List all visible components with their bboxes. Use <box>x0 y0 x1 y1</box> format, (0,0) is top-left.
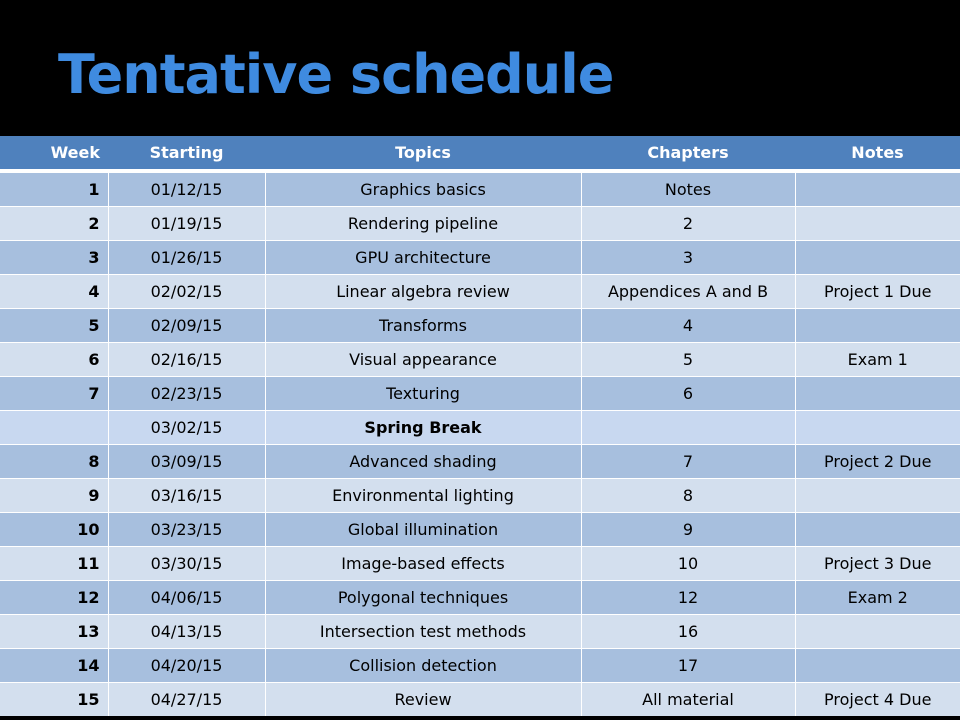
schedule-table <box>0 136 960 716</box>
cell-topic: Linear algebra review <box>265 275 581 309</box>
cell-week: 6 <box>0 343 108 377</box>
cell-chapters: Notes <box>581 171 795 207</box>
cell-topic: Intersection test methods <box>265 615 581 649</box>
table-row <box>0 207 960 241</box>
table-row <box>0 411 960 445</box>
cell-topic: Advanced shading <box>265 445 581 479</box>
cell-week: 2 <box>0 207 108 241</box>
cell-starting: 01/12/15 <box>108 171 265 207</box>
cell-week: 15 <box>0 683 108 717</box>
table-row <box>0 241 960 275</box>
cell-chapters: 3 <box>581 241 795 275</box>
cell-week: 13 <box>0 615 108 649</box>
slide-title: Tentative schedule <box>58 43 614 106</box>
cell-week: 4 <box>0 275 108 309</box>
cell-week: 7 <box>0 377 108 411</box>
cell-topic: Collision detection <box>265 649 581 683</box>
cell-notes <box>795 171 960 207</box>
cell-topic: Spring Break <box>265 411 581 445</box>
table-row <box>0 581 960 615</box>
cell-notes <box>795 649 960 683</box>
cell-starting: 01/19/15 <box>108 207 265 241</box>
cell-notes: Project 4 Due <box>795 683 960 717</box>
cell-week: 5 <box>0 309 108 343</box>
cell-notes <box>795 411 960 445</box>
cell-starting: 02/09/15 <box>108 309 265 343</box>
cell-starting: 03/16/15 <box>108 479 265 513</box>
cell-chapters: 6 <box>581 377 795 411</box>
cell-chapters: 2 <box>581 207 795 241</box>
cell-topic: Visual appearance <box>265 343 581 377</box>
cell-chapters: 16 <box>581 615 795 649</box>
cell-week <box>0 411 108 445</box>
cell-week: 3 <box>0 241 108 275</box>
cell-notes: Project 1 Due <box>795 275 960 309</box>
cell-topic: Rendering pipeline <box>265 207 581 241</box>
table-row <box>0 479 960 513</box>
cell-starting: 03/02/15 <box>108 411 265 445</box>
cell-chapters: 8 <box>581 479 795 513</box>
cell-topic: GPU architecture <box>265 241 581 275</box>
table-row <box>0 445 960 479</box>
cell-starting: 01/26/15 <box>108 241 265 275</box>
header-week: Week <box>0 136 108 171</box>
cell-notes <box>795 241 960 275</box>
table-row <box>0 547 960 581</box>
cell-starting: 04/13/15 <box>108 615 265 649</box>
cell-starting: 04/20/15 <box>108 649 265 683</box>
table-row <box>0 683 960 717</box>
cell-chapters: 5 <box>581 343 795 377</box>
schedule-table-header <box>0 136 960 171</box>
cell-week: 12 <box>0 581 108 615</box>
cell-chapters: 4 <box>581 309 795 343</box>
cell-topic: Graphics basics <box>265 171 581 207</box>
cell-notes: Exam 2 <box>795 581 960 615</box>
cell-chapters: 7 <box>581 445 795 479</box>
header-chapters: Chapters <box>581 136 795 171</box>
cell-starting: 02/16/15 <box>108 343 265 377</box>
cell-chapters: 12 <box>581 581 795 615</box>
cell-notes <box>795 207 960 241</box>
cell-notes: Exam 1 <box>795 343 960 377</box>
cell-topic: Transforms <box>265 309 581 343</box>
cell-starting: 04/06/15 <box>108 581 265 615</box>
cell-chapters: 9 <box>581 513 795 547</box>
cell-week: 1 <box>0 171 108 207</box>
cell-starting: 03/23/15 <box>108 513 265 547</box>
cell-chapters <box>581 411 795 445</box>
cell-week: 8 <box>0 445 108 479</box>
table-row <box>0 343 960 377</box>
table-row <box>0 377 960 411</box>
cell-notes <box>795 615 960 649</box>
table-row <box>0 513 960 547</box>
cell-notes: Project 3 Due <box>795 547 960 581</box>
schedule-table-body <box>0 171 960 716</box>
cell-starting: 02/23/15 <box>108 377 265 411</box>
cell-notes <box>795 309 960 343</box>
table-row <box>0 171 960 207</box>
cell-starting: 03/09/15 <box>108 445 265 479</box>
cell-starting: 02/02/15 <box>108 275 265 309</box>
cell-starting: 04/27/15 <box>108 683 265 717</box>
cell-starting: 03/30/15 <box>108 547 265 581</box>
cell-notes <box>795 377 960 411</box>
header-topics: Topics <box>265 136 581 171</box>
table-row <box>0 275 960 309</box>
cell-topic: Polygonal techniques <box>265 581 581 615</box>
table-row <box>0 615 960 649</box>
cell-topic: Texturing <box>265 377 581 411</box>
cell-chapters: 17 <box>581 649 795 683</box>
schedule-table-container <box>0 136 960 716</box>
cell-topic: Review <box>265 683 581 717</box>
cell-topic: Image-based effects <box>265 547 581 581</box>
cell-notes <box>795 479 960 513</box>
cell-notes <box>795 513 960 547</box>
header-row <box>0 136 960 171</box>
header-notes: Notes <box>795 136 960 171</box>
cell-week: 10 <box>0 513 108 547</box>
cell-topic: Global illumination <box>265 513 581 547</box>
cell-chapters: All material <box>581 683 795 717</box>
table-row <box>0 309 960 343</box>
cell-week: 9 <box>0 479 108 513</box>
header-starting: Starting <box>108 136 265 171</box>
cell-week: 14 <box>0 649 108 683</box>
table-row <box>0 649 960 683</box>
cell-notes: Project 2 Due <box>795 445 960 479</box>
cell-chapters: Appendices A and B <box>581 275 795 309</box>
cell-chapters: 10 <box>581 547 795 581</box>
cell-week: 11 <box>0 547 108 581</box>
cell-topic: Environmental lighting <box>265 479 581 513</box>
